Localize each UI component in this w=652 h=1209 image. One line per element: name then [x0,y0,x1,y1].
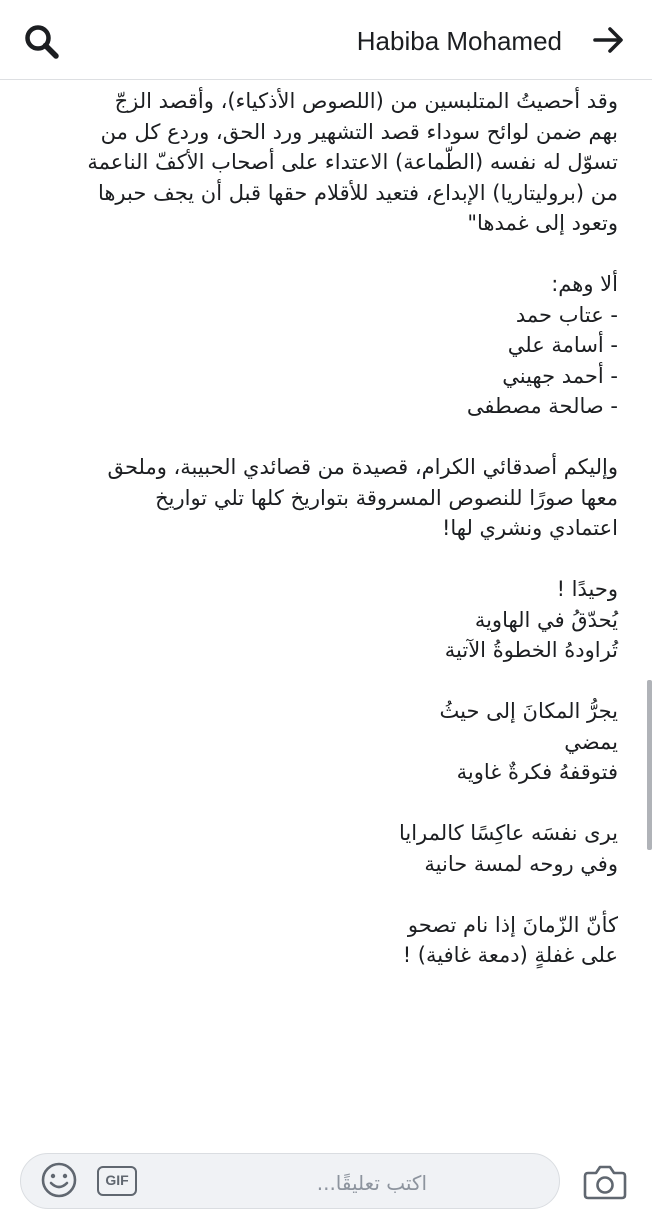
post-line [28,666,618,697]
camera-button[interactable] [582,1161,628,1201]
gif-button[interactable]: GIF [97,1166,137,1196]
post-line: يرى نفسَه عاكِسًا كالمرايا [398,821,618,845]
post-line: - صالحة مصطفى [466,394,618,418]
post-content [0,80,640,1138]
post-line: وقد أحصيتُ المتلبسين من (اللصوص الأذكياء)، وأقصد الزجّ [114,89,618,113]
post-line: فتوقفهُ فكرةٌ غاوية [456,760,618,784]
post-text [28,86,618,971]
comment-composer[interactable] [20,1153,560,1209]
back-button[interactable] [592,22,626,58]
post-line: يُحدّقُ في الهاوية [474,607,618,632]
post-line [28,788,618,819]
post-line: - أسامة علي [507,333,618,357]
post-line: تسوّل له نفسه (الطّماعة) الاعتداء على أصحاب الأكفّ الناعمة [87,150,618,174]
search-button[interactable] [22,22,62,62]
post-line: معها صورًا للنصوص المسروقة بتواريخ كلها تلي تواريخ [155,485,618,510]
post-line: وفي روحه لمسة حانية [424,851,618,876]
post-line: - عتاب حمد [515,302,618,327]
search-icon [22,22,62,62]
scrollbar-thumb[interactable] [647,680,652,850]
comment-bar [0,1145,652,1200]
camera-icon [582,1161,628,1201]
post-line: كأنّ الزّمانَ إذا نام تصحو [407,912,618,937]
post-line: على غفلةٍ (دمعة غافية) ! [402,943,618,967]
post-line [28,544,618,575]
post-line: وحيدًا ! [556,577,618,601]
post-line: بهم ضمن لوائح سوداء قصد التشهير ورد الحق، وردع كل من [100,119,618,144]
post-line: وإليكم أصدقائي الكرام، قصيدة من قصائدي الحبيبة، وملحق [107,455,618,479]
post-line: يمضي [564,729,618,754]
profile-name-title[interactable]: Habiba Mohamed [356,26,562,56]
arrow-right-icon [592,22,626,58]
post-line: وتعود إلى غمدها" [467,211,618,235]
post-line: اعتمادي ونشري لها! [441,516,618,540]
scrollbar[interactable] [646,80,652,1150]
post-line: ألا وهم: [551,272,618,296]
post-line: يجرُّ المكانَ إلى حيثُ [439,699,618,723]
post-line [28,239,618,270]
top-bar [0,0,652,80]
post-line: - أحمد جهيني [502,363,618,388]
post-line: تُراودهُ الخطوةُ الآتية [444,638,618,662]
smiley-icon [39,1160,79,1200]
post-line [28,879,618,910]
emoji-button[interactable] [39,1160,79,1200]
post-line: من (بروليتاريا) الإبداع، فتعيد للأقلام حقها قبل أن يجف حبرها [97,180,618,205]
post-line [28,422,618,453]
comment-input[interactable] [145,1162,429,1204]
